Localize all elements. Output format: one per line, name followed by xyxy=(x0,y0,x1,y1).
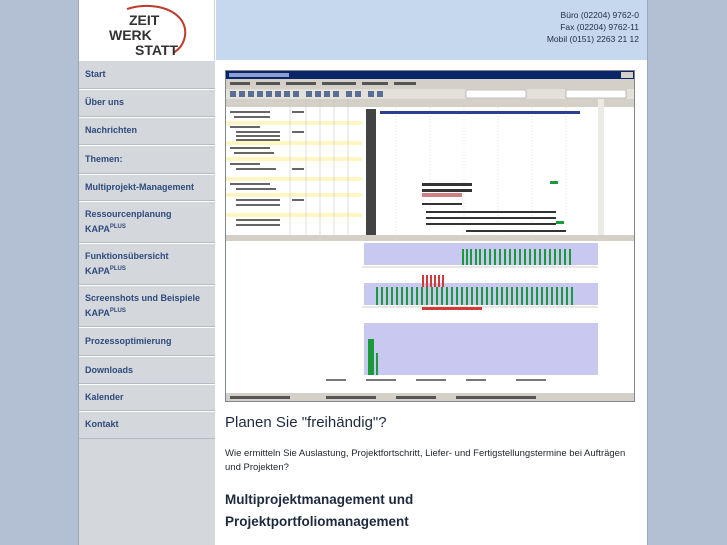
nav-item-ressourcenplanung[interactable] xyxy=(79,201,215,243)
nav-label: Über uns xyxy=(85,97,125,107)
logo-text-3: STATT xyxy=(135,42,179,58)
phone-office: Büro (02204) 9762-0 xyxy=(560,10,639,20)
sidebar-nav xyxy=(79,60,215,545)
nav-item-multiprojekt[interactable] xyxy=(79,174,215,201)
nav-sup: PLUS xyxy=(109,266,126,272)
nav-item-kontakt[interactable] xyxy=(79,411,215,439)
nav-label: Ressourcenplanung xyxy=(85,209,172,219)
nav-sublabel: KAPA xyxy=(85,224,110,234)
nav-label: Funktionsübersicht xyxy=(85,251,169,261)
nav-label: Downloads xyxy=(85,365,134,375)
logo-area[interactable] xyxy=(79,0,215,60)
kapa-screenshot-image xyxy=(226,71,635,402)
logo-text-1: ZEIT xyxy=(129,12,160,28)
nav-label: Themen: xyxy=(85,154,123,164)
fax: Fax (02204) 9762-11 xyxy=(560,22,639,32)
nav-item-nachrichten[interactable] xyxy=(79,117,215,145)
nav-item-prozessoptimierung[interactable] xyxy=(79,327,215,356)
nav-label: Start xyxy=(85,69,106,79)
phone-mobile: Mobil (0151) 2263 21 12 xyxy=(546,34,639,44)
header-bar xyxy=(216,0,647,60)
nav-item-kalender[interactable] xyxy=(79,384,215,411)
nav-label: Kalender xyxy=(85,392,124,402)
main-content xyxy=(225,414,635,533)
software-screenshot[interactable] xyxy=(225,70,635,402)
nav-label: Nachrichten xyxy=(85,125,138,135)
nav-item-screenshots[interactable] xyxy=(79,285,215,327)
section-heading-2: Projektportfoliomanagement xyxy=(225,514,409,529)
nav-item-funktionsuebersicht[interactable] xyxy=(79,243,215,285)
zeitwerkstatt-logo xyxy=(105,3,189,59)
logo-text-2: WERK xyxy=(109,27,152,43)
page-title: Planen Sie "freihändig"? xyxy=(225,414,387,431)
nav-sup: PLUS xyxy=(109,308,126,314)
intro-paragraph: Wie ermitteln Sie Auslastung, Projektfortschritt, Liefer- und Fertigstellungstermine bei Aufträgen und Projekten? xyxy=(225,448,626,473)
nav-label: Multiprojekt-Management xyxy=(85,182,195,192)
nav-label: Screenshots und Beispiele xyxy=(85,293,201,303)
contact-info xyxy=(547,9,639,45)
nav-label: Prozessoptimierung xyxy=(85,336,172,346)
page-container xyxy=(79,0,647,545)
nav-sublabel: KAPA xyxy=(85,308,110,318)
nav-sublabel: KAPA xyxy=(85,266,110,276)
nav-item-themen[interactable] xyxy=(79,145,215,174)
nav-label: Kontakt xyxy=(85,419,119,429)
section-heading-1: Multiprojektmanagement und xyxy=(225,492,414,507)
nav-item-ueber-uns[interactable] xyxy=(79,89,215,117)
nav-sup: PLUS xyxy=(109,224,126,230)
nav-item-downloads[interactable] xyxy=(79,356,215,384)
nav-item-start[interactable] xyxy=(79,60,215,89)
